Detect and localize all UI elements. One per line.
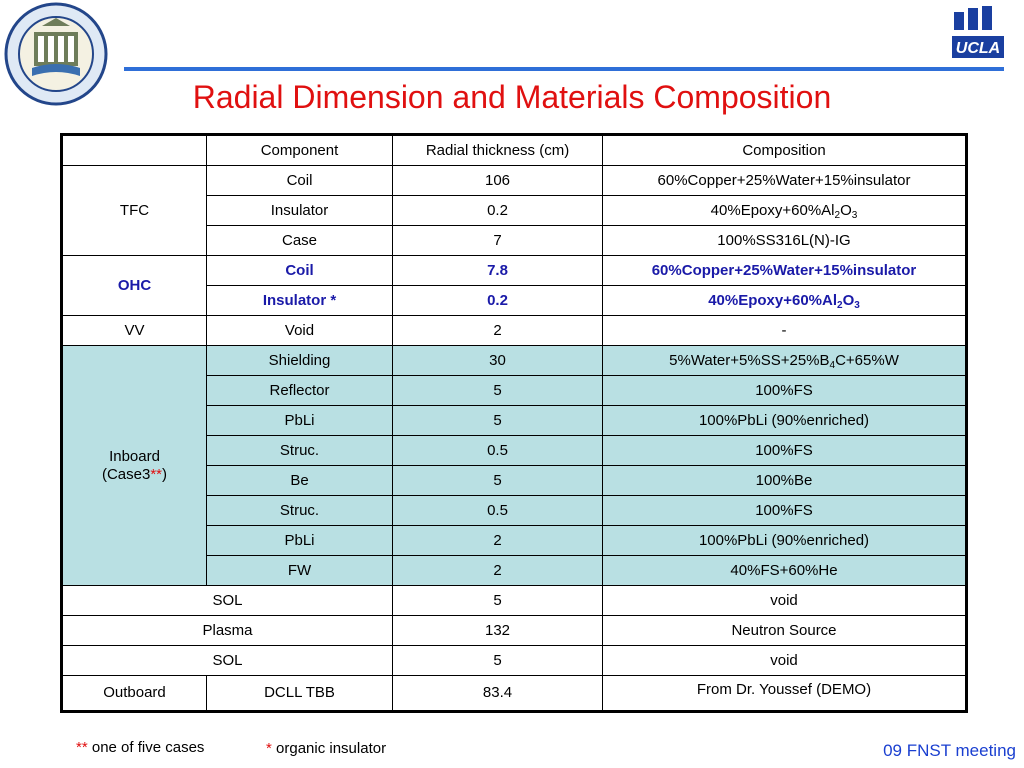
composition-cell: 100%FS [603, 376, 967, 406]
header-cell-component: Component [207, 135, 393, 166]
slide-title: Radial Dimension and Materials Composition [192, 79, 832, 115]
composition-cell: 100%PbLi (90%enriched) [603, 526, 967, 556]
component-cell: Struc. [207, 496, 393, 526]
table-row [62, 316, 967, 346]
thickness-cell: 132 [393, 616, 603, 646]
component-cell: Be [207, 466, 393, 496]
composition-cell: - [603, 316, 967, 346]
thickness-cell: 5 [393, 586, 603, 616]
region-label-sol: SOL [62, 586, 393, 616]
footnote-text: organic insulator [271, 740, 387, 757]
table-header-row [62, 135, 967, 166]
thickness-cell: 7.8 [393, 256, 603, 286]
composition-cell: 100%FS [603, 436, 967, 466]
footnote-mark: ** [76, 739, 88, 756]
group-label-tfc: TFC [62, 166, 207, 256]
footnote-one-of-five-cases [76, 739, 204, 756]
composition-cell: 40%FS+60%He [603, 556, 967, 586]
thickness-cell: 0.5 [393, 496, 603, 526]
subscript: 3 [854, 299, 860, 311]
component-cell: Reflector [207, 376, 393, 406]
table-row [62, 256, 967, 286]
composition-text: 5%Water+5%SS+25%B [669, 351, 830, 369]
component-cell: FW [207, 556, 393, 586]
composition-cell: 100%PbLi (90%enriched) [603, 406, 967, 436]
composition-cell: 60%Copper+25%Water+15%insulator [603, 256, 967, 286]
composition-cell: void [603, 646, 967, 676]
thickness-cell: 2 [393, 316, 603, 346]
subscript: 2 [837, 299, 843, 311]
thickness-cell: 0.2 [393, 286, 603, 316]
inboard-case-mark: ** [150, 465, 163, 483]
header-cell-group [62, 135, 207, 166]
footnote-organic-insulator [266, 740, 386, 757]
composition-cell: 100%FS [603, 496, 967, 526]
component-cell: PbLi [207, 526, 393, 556]
table-row [62, 616, 967, 646]
thickness-cell: 30 [393, 346, 603, 376]
thickness-cell: 5 [393, 646, 603, 676]
composition-cell: 60%Copper+25%Water+15%insulator [603, 166, 967, 196]
thickness-cell: 106 [393, 166, 603, 196]
thickness-cell: 83.4 [393, 676, 603, 712]
component-cell: Insulator * [207, 286, 393, 316]
subscript: 4 [829, 359, 836, 371]
thickness-cell: 2 [393, 526, 603, 556]
composition-text: O [840, 201, 852, 219]
component-cell: Coil [207, 166, 393, 196]
table-row [62, 676, 967, 712]
inboard-label: Inboard [109, 447, 160, 465]
meeting-footer: 09 FNST meeting [883, 741, 1016, 760]
table-row [62, 166, 967, 196]
thickness-cell: 7 [393, 226, 603, 256]
inboard-case-prefix: (Case3 [101, 465, 151, 483]
table-row [62, 646, 967, 676]
component-cell: Shielding [207, 346, 393, 376]
composition-text: 40%Epoxy+60%Al [710, 201, 835, 219]
component-cell: DCLL TBB [207, 676, 393, 712]
composition-cell: 100%Be [603, 466, 967, 496]
component-cell: Coil [207, 256, 393, 286]
header-cell-thickness: Radial thickness (cm) [393, 135, 603, 166]
header-cell-composition: Composition [603, 135, 967, 166]
composition-text: O [842, 291, 855, 309]
composition-cell [603, 346, 967, 376]
table-row [62, 586, 967, 616]
footnote-text: one of five cases [87, 739, 205, 756]
composition-text: 40%Epoxy+60%Al [708, 291, 838, 309]
composition-cell: void [603, 586, 967, 616]
thickness-cell: 5 [393, 406, 603, 436]
materials-table [60, 133, 968, 713]
component-cell: PbLi [207, 406, 393, 436]
thickness-cell: 5 [393, 376, 603, 406]
inboard-case-suffix: ) [162, 465, 168, 483]
thickness-cell: 0.2 [393, 196, 603, 226]
table-row [62, 346, 967, 376]
subscript: 3 [851, 209, 858, 221]
composition-cell: 100%SS316L(N)-IG [603, 226, 967, 256]
component-cell: Insulator [207, 196, 393, 226]
header-rule [124, 67, 1004, 71]
composition-cell: Neutron Source [603, 616, 967, 646]
composition-cell [603, 286, 967, 316]
group-label-ohc: OHC [62, 256, 207, 316]
ucla-logo [948, 4, 1008, 64]
composition-text: C+65%W [835, 351, 899, 369]
group-label-outboard: Outboard [62, 676, 207, 712]
region-label-plasma: Plasma [62, 616, 393, 646]
component-cell: Struc. [207, 436, 393, 466]
component-cell: Case [207, 226, 393, 256]
thickness-cell: 0.5 [393, 436, 603, 466]
region-label-sol: SOL [62, 646, 393, 676]
footnote-mark: * [266, 740, 272, 757]
group-label-inboard [62, 346, 207, 586]
ucla-logo-text: UCLA [955, 40, 1001, 57]
component-cell: Void [207, 316, 393, 346]
composition-cell [603, 196, 967, 226]
thickness-cell: 2 [393, 556, 603, 586]
composition-cell: From Dr. Youssef (DEMO) [603, 676, 967, 712]
thickness-cell: 5 [393, 466, 603, 496]
subscript: 2 [834, 209, 841, 221]
group-label-vv: VV [62, 316, 207, 346]
